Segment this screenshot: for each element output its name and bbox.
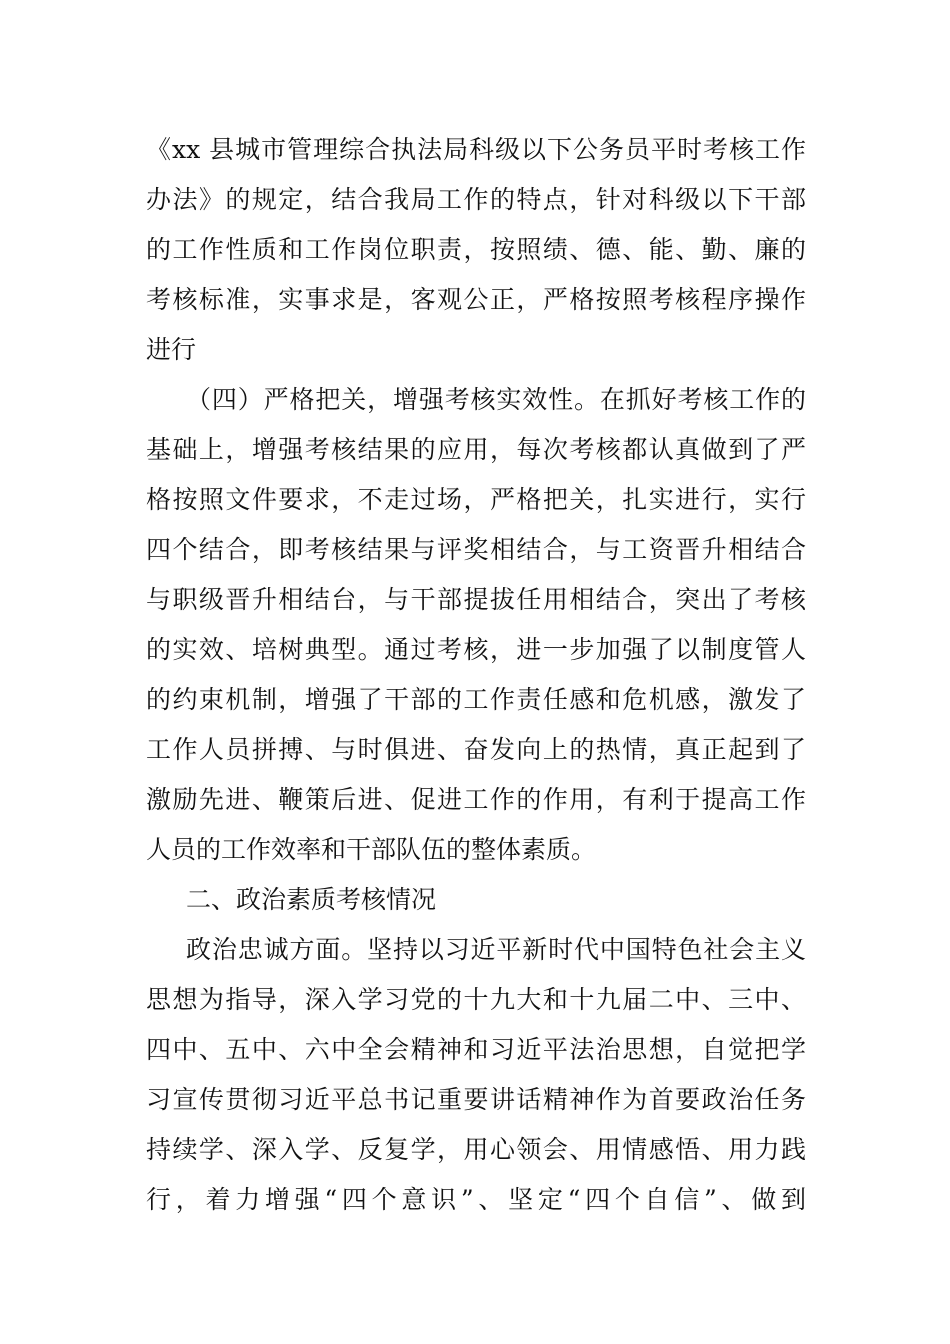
- text-line: 政治忠诚方面。坚持以习近平新时代中国特色社会主义: [186, 935, 806, 964]
- text-line: 习宣传贯彻习近平总书记重要讲话精神作为首要政治任务: [146, 1085, 806, 1114]
- text-line: 四中、五中、六中全会精神和习近平法治思想，自觉把学: [146, 1035, 806, 1064]
- text-line: （四）严格把关，增强考核实效性。在抓好考核工作的: [186, 385, 806, 414]
- text-line: 思想为指导，深入学习党的十九大和十九届二中、三中、: [146, 985, 806, 1014]
- section-heading: 二、政治素质考核情况: [186, 885, 437, 914]
- text-line: 工作人员拼搏、与时俱进、奋发向上的热情，真正起到了: [146, 735, 806, 764]
- text-line: 的约束机制，增强了干部的工作责任感和危机感，激发了: [146, 685, 806, 714]
- text-line: 四个结合，即考核结果与评奖相结合，与工资晋升相结合: [146, 535, 806, 564]
- text-line: 的实效、培树典型。通过考核，进一步加强了以制度管人: [146, 635, 806, 664]
- text-line: 办法》的规定，结合我局工作的特点，针对科级以下干部: [146, 185, 806, 214]
- text-line: 考核标准，实事求是，客观公正，严格按照考核程序操作: [146, 285, 806, 314]
- text-line: 进行: [146, 335, 197, 364]
- text-line: 格按照文件要求，不走过场，严格把关，扎实进行，实行: [146, 485, 806, 514]
- text-line: 行，着力增强“四个意识”、坚定“四个自信”、做到: [146, 1185, 806, 1214]
- text-line: 人员的工作效率和干部队伍的整体素质。: [146, 835, 597, 864]
- text-line: 激励先进、鞭策后进、促进工作的作用，有利于提高工作: [146, 785, 806, 814]
- text-line: 持续学、深入学、反复学，用心领会、用情感悟、用力践: [146, 1135, 806, 1164]
- text-line: 基础上，增强考核结果的应用，每次考核都认真做到了严: [146, 435, 806, 464]
- text-line: 与职级晋升相结台，与干部提拔任用相结合，突出了考核: [146, 585, 806, 614]
- text-line: 的工作性质和工作岗位职责，按照绩、德、能、勤、廉的: [146, 235, 806, 264]
- text-line: 《xx 县城市管理综合执法局科级以下公务员平时考核工作: [146, 135, 806, 164]
